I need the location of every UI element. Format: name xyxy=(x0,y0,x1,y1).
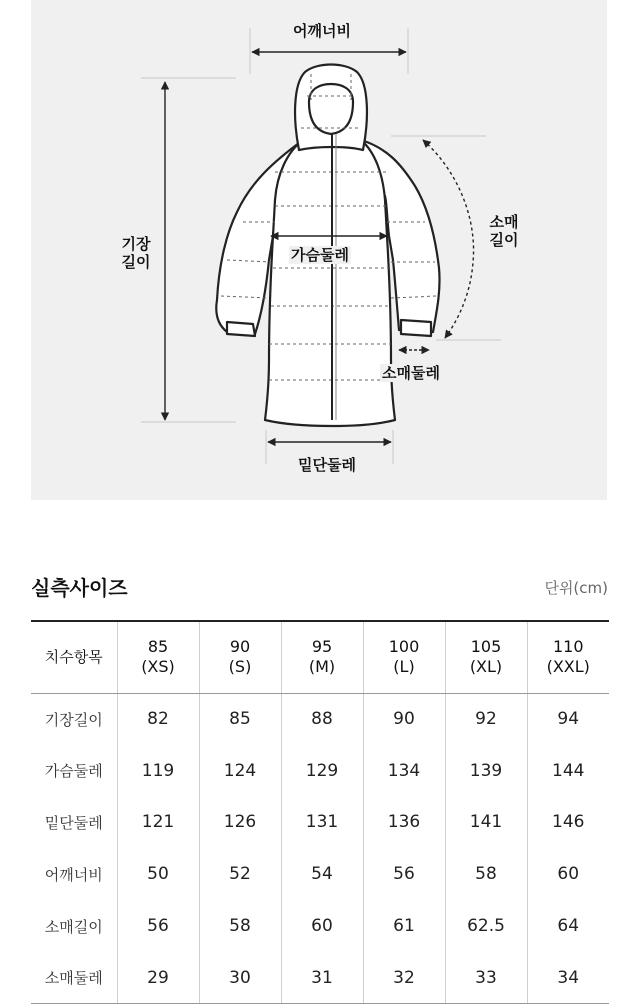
table-cell: 50 xyxy=(117,848,199,900)
table-cell: 146 xyxy=(527,797,609,849)
table-cell: 60 xyxy=(527,848,609,900)
table-cell: 121 xyxy=(117,797,199,849)
size-code: (S) xyxy=(228,657,252,677)
size-number: 110 xyxy=(552,637,584,657)
row-label: 기장길이 xyxy=(44,710,103,729)
table-cell: 32 xyxy=(363,952,445,1004)
table-cell: 58 xyxy=(199,900,281,952)
size-header xyxy=(363,621,445,693)
size-number: 90 xyxy=(229,637,251,657)
size-code: (XXL) xyxy=(546,657,590,677)
size-number: 100 xyxy=(388,637,420,657)
table-cell: 34 xyxy=(527,952,609,1004)
table-row xyxy=(31,952,609,1004)
size-number: 95 xyxy=(311,637,333,657)
section-title: 실측사이즈 xyxy=(31,576,128,600)
table-cell: 82 xyxy=(117,693,199,745)
table-cell: 31 xyxy=(281,952,363,1004)
table-cell: 58 xyxy=(445,848,527,900)
size-table xyxy=(31,620,609,1004)
table-cell: 54 xyxy=(281,848,363,900)
table-cell: 29 xyxy=(117,952,199,1004)
size-number: 105 xyxy=(470,637,502,657)
unit-label: 단위(cm) xyxy=(544,579,608,597)
table-cell: 134 xyxy=(363,745,445,797)
size-number: 85 xyxy=(147,637,169,657)
size-header xyxy=(445,621,527,693)
label-total-length: 기장길이 xyxy=(121,235,151,271)
table-cell: 90 xyxy=(363,693,445,745)
table-cell: 92 xyxy=(445,693,527,745)
table-cell: 141 xyxy=(445,797,527,849)
table-cell: 64 xyxy=(527,900,609,952)
table-cell: 139 xyxy=(445,745,527,797)
table-cell: 88 xyxy=(281,693,363,745)
label-shoulder-width: 어깨너비 xyxy=(293,22,351,40)
row-label: 소매둘레 xyxy=(31,952,117,1004)
size-code: (L) xyxy=(393,657,415,677)
table-cell: 136 xyxy=(363,797,445,849)
table-header-row xyxy=(31,621,609,693)
table-cell: 56 xyxy=(117,900,199,952)
table-cell: 144 xyxy=(527,745,609,797)
table-cell: 30 xyxy=(199,952,281,1004)
table-row xyxy=(31,900,609,952)
table-cell: 52 xyxy=(199,848,281,900)
table-cell: 131 xyxy=(281,797,363,849)
row-label: 소매길이 xyxy=(44,917,103,936)
table-cell: 56 xyxy=(363,848,445,900)
size-code: (XS) xyxy=(141,657,175,677)
size-code: (XL) xyxy=(469,657,503,677)
table-row xyxy=(31,745,609,797)
table-cell: 129 xyxy=(281,745,363,797)
table-cell: 33 xyxy=(445,952,527,1004)
size-code: (M) xyxy=(308,657,336,677)
size-header xyxy=(117,621,199,693)
header-label: 치수항목 xyxy=(31,621,117,693)
size-header xyxy=(199,621,281,693)
table-cell: 62.5 xyxy=(445,900,527,952)
table-cell: 85 xyxy=(199,693,281,745)
label-chest: 가슴둘레 xyxy=(291,246,349,264)
row-label: 어깨너비 xyxy=(44,865,103,884)
size-header xyxy=(281,621,363,693)
table-cell: 61 xyxy=(363,900,445,952)
row-label: 밑단둘레 xyxy=(44,813,103,832)
table-cell: 126 xyxy=(199,797,281,849)
table-cell: 94 xyxy=(527,693,609,745)
label-sleeve-circumference: 소매둘레 xyxy=(382,364,440,382)
size-diagram xyxy=(31,0,607,500)
label-sleeve-length: 소매길이 xyxy=(489,213,519,249)
label-hem: 밑단둘레 xyxy=(298,456,356,474)
table-cell: 119 xyxy=(117,745,199,797)
row-label: 가슴둘레 xyxy=(44,762,103,781)
table-cell: 124 xyxy=(199,745,281,797)
table-row xyxy=(31,848,609,900)
table-row xyxy=(31,693,609,745)
table-cell: 60 xyxy=(281,900,363,952)
table-row xyxy=(31,797,609,849)
size-header xyxy=(527,621,609,693)
